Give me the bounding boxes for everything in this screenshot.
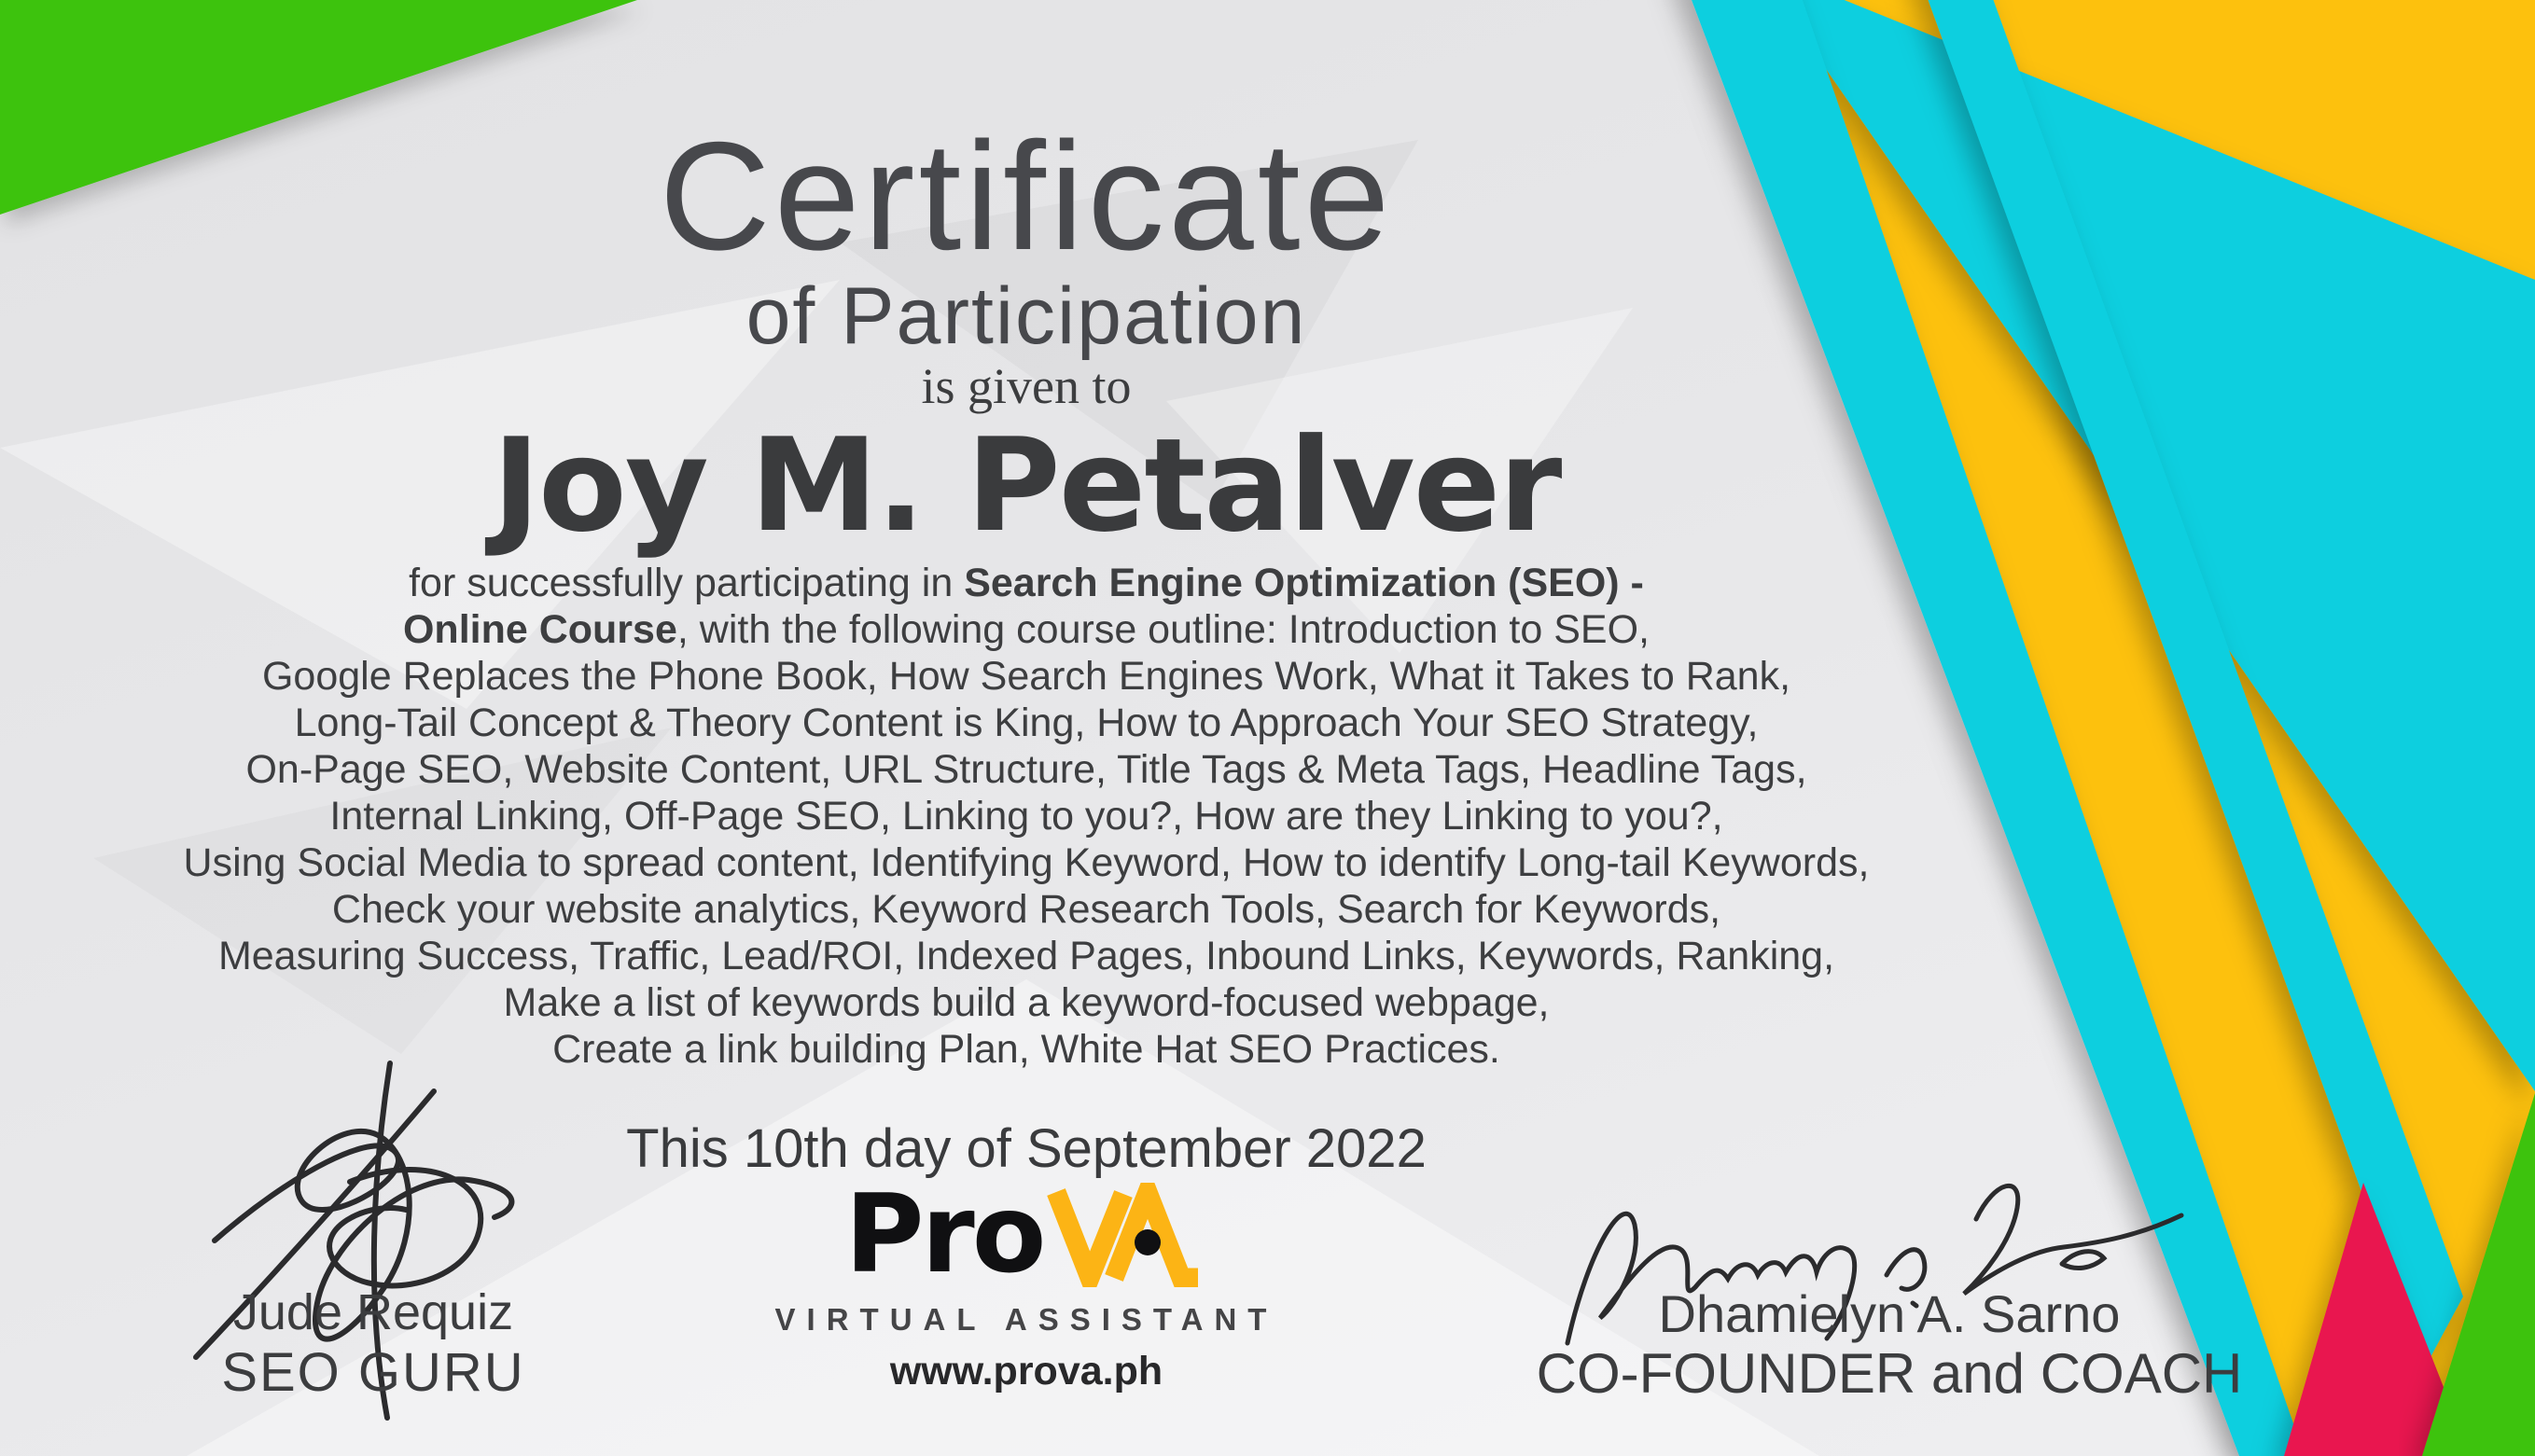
prova-wordmark — [93, 1172, 1959, 1297]
logo-website: www.prova.ph — [889, 1349, 1163, 1394]
body-line: Long-Tail Concept & Theory Content is King, How to Approach Your SEO Strategy, — [294, 700, 1759, 745]
body-line: Make a list of keywords build a keyword-focused webpage, — [503, 980, 1550, 1025]
body-line: On-Page SEO, Website Content, URL Structure, Title Tags & Meta Tags, Headline Tags, — [245, 747, 1807, 792]
certificate-subtitle: of Participation — [745, 271, 1307, 361]
body-line: Measuring Success, Traffic, Lead/ROI, Indexed Pages, Inbound Links, Keywords, Ranking, — [217, 934, 1835, 978]
body-line: Online Course, with the following course outline: Introduction to SEO, — [402, 607, 1650, 652]
body-line: Google Replaces the Phone Book, How Search Engines Work, What it Takes to Rank, — [261, 654, 1791, 699]
body-line: Create a link building Plan, White Hat SEO Practices. — [552, 1027, 1500, 1072]
body-line: Using Social Media to spread content, Identifying Keyword, How to identify Long-tail Keywords, — [183, 840, 1870, 885]
prova-va-icon — [1047, 1183, 1207, 1287]
signatory-left-role: SEO GURU — [221, 1342, 525, 1403]
logo-text-pro: Pro — [844, 1172, 1044, 1297]
body-line: Check your website analytics, Keyword Research Tools, Search for Keywords, — [331, 887, 1721, 932]
signatory-left-name: Jude Requiz — [232, 1284, 514, 1340]
date-line: This 10th day of September 2022 — [626, 1118, 1427, 1179]
body-line: Internal Linking, Off-Page SEO, Linking to you?, How are they Linking to you?, — [329, 794, 1723, 839]
recipient-name: Joy M. Petalver — [492, 410, 1561, 561]
course-outline-paragraph — [93, 560, 1959, 1073]
certificate-title: Certificate — [659, 110, 1394, 282]
signatory-right-role: CO-FOUNDER and COACH — [1536, 1342, 2243, 1405]
body-line: for successfully participating in Search Engine Optimization (SEO) - — [409, 561, 1644, 605]
signatory-right-name: Dhamielyn A. Sarno — [1658, 1284, 2121, 1343]
logo-tagline: VIRTUAL ASSISTANT — [774, 1302, 1278, 1337]
given-to-label: is given to — [921, 358, 1132, 414]
